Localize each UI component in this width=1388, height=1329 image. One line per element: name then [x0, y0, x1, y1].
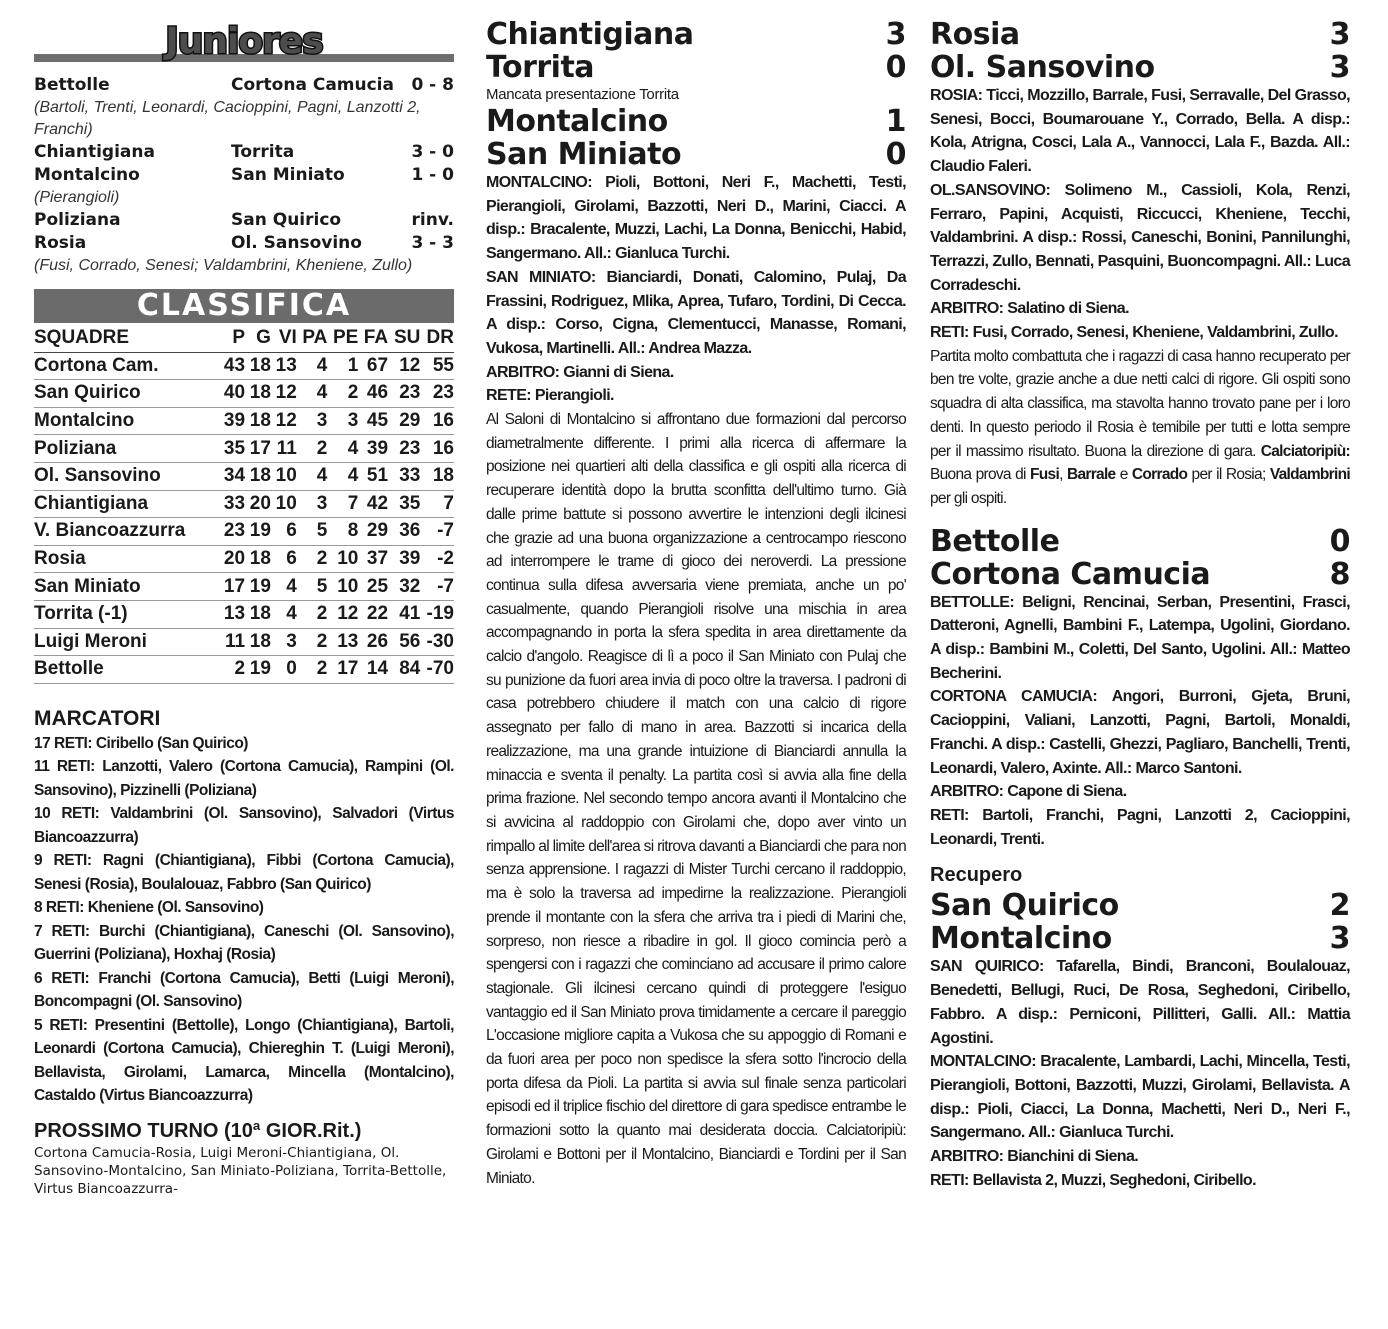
- standings-team: Montalcino: [34, 407, 219, 435]
- standings-value: 0: [271, 656, 297, 684]
- standings-value: 36: [388, 518, 420, 546]
- result-score: 1 - 0: [411, 165, 454, 185]
- team-score: 3: [1329, 50, 1350, 85]
- standout-player: Corrado: [1131, 466, 1188, 484]
- standings-value: 39: [219, 407, 245, 435]
- goals: RETI: Fusi, Corrado, Senesi, Kheniene, Valdambrini, Zullo.: [930, 324, 1338, 342]
- home-lineup: MONTALCINO: Pioli, Bottoni, Neri F., Machetti, Testi, Pierangioli, Girolami, Bazzotti, Neri D., Marini, Ciacci. A disp.: Bracalente, Muzzi, Lachi, La Donna, Benicchi, Habid, Sangermano. All.: Gianluca Turchi.: [486, 174, 906, 263]
- standings-header-cell: PE: [327, 325, 358, 352]
- standings-row: [34, 628, 454, 656]
- match-away-line: [930, 922, 1350, 955]
- next-round-fixtures: Cortona Camucia-Rosia, Luigi Meroni-Chiantigiana, Ol. Sansovino-Montalcino, San Miniato-Poliziana, Torrita-Bettolle, Virtus Biancoazzurra-: [34, 1144, 447, 1197]
- standings-value: 19: [245, 518, 271, 546]
- standings-value: 39: [388, 545, 420, 573]
- away-lineup: MONTALCINO: Bracalente, Lambardi, Lachi, Mincella, Testi, Pierangioli, Bottoni, Bazzotti, Muzzi, Girolami, Bellavista. A disp.: Pioli, Ciacci, La Donna, Machetti, Neri D., Neri F., Sangermano. All.: Gianluca Turchi.: [930, 1053, 1350, 1142]
- result-home: Montalcino: [34, 165, 140, 185]
- standings-value: 17: [327, 656, 358, 684]
- standings-value: 2: [327, 380, 358, 408]
- result-away: Ol. Sansovino: [231, 233, 362, 253]
- match-report: Al Saloni di Montalcino si affrontano due formazioni dal percorso diametralmente differente. I primi alla ricerca di affermare la posizione nei quartieri alti della classifica e gli ospiti alla ricerca di recuperare identità dopo la brutta sconfitta dell'ultimo turno. Già dalle prime battute si possono avvertire le intenzioni degli ilcinesi che grazie ad una buona organizzazione a centrocampo riescono ad interrompere le trame di gioco dei neroverdi. La pressione continua sulla difesa avversaria viene premiata, anche un po' casualmente, quando Pierangioli risolve una mischia in area accompagnando in porta la sfera spedita in area direttamente da calcio d'angolo. Reagisce di lì a poco il San Miniato con Pulaj che su punizione da fuori area invia di poco oltre la traversa. I padroni di casa potrebbero chiudere il match con una calcio di rigore assegnato per fallo di mano in area. Bazzotti si incarica della realizzazione, ma una grande intuizione di Bianciardi annulla la minaccia e sventa il penalty. La partita così si avvia alla fine della prima frazione. Nel secondo tempo ancora avanti il Montalcino che si avvicina al raddoppio con Girolami che, dopo aver vinto un rimpallo al limite dell'area si ritrova davanti a Bianciardi che para non senza apprensione. I ragazzi di Mister Turchi cercano il raddoppio, ma è solo la traversa ad impedirne la realizzazione. Pierangioli prende il montante con la sfera che arriva tra i piedi di Marini che, sorpreso, non riesce a ribadire in gol. Il gioco comincia però a spengersi con i ragazzi che cominciano ad accusare il primo calore stagionale. Gli ilcinesi cercano quindi di proteggere l'esiguo vantaggio ed il San Miniato prova timidamente a cercare il pareggio L'occasione migliore capita a Vukosa che su appoggio di Romani e da fuori area per poco non spedisce la sfera sotto l'incrocio della porta difesa da Pioli. La partita si avvia sul finale senza particolari episodi ed il triplice fischio del direttore di gara spedisce entrambe le formazioni sotto la quanto mai desiderata doccia. Calciatoripiù: Girolami e Bottoni per il Montalcino, Bianciardi e Tordini per il San Miniato.: [486, 411, 906, 1187]
- standings-row: [34, 407, 454, 435]
- standings-value: 33: [388, 462, 420, 490]
- standings-value: 4: [327, 435, 358, 463]
- result-home: Poliziana: [34, 210, 121, 230]
- scorers-line: 17 RETI: Ciribello (San Quirico): [34, 734, 248, 752]
- team-score: 0: [1329, 523, 1350, 559]
- standings-row: [34, 545, 454, 573]
- team-score: 3: [885, 17, 906, 52]
- goals: RETE: Pierangioli.: [486, 387, 614, 405]
- team-name: Montalcino: [930, 921, 1112, 957]
- standings-value: 51: [358, 462, 388, 490]
- result-away: San Quirico: [231, 210, 342, 230]
- standings-value: 18: [420, 462, 454, 490]
- standings-value: -7: [420, 573, 454, 601]
- standings-value: 11: [271, 435, 297, 463]
- standings-row: [34, 380, 454, 408]
- standings-row: [34, 656, 454, 684]
- standings-value: 45: [358, 407, 388, 435]
- standings-value: 42: [358, 490, 388, 518]
- standings-value: 33: [219, 490, 245, 518]
- match-home-line: [486, 18, 906, 51]
- section-title: Juniores: [165, 21, 323, 62]
- standings-value: 4: [297, 352, 328, 380]
- scorers-list: [34, 732, 454, 1108]
- team-name: Ol. Sansovino: [930, 50, 1155, 85]
- standings-value: 7: [327, 490, 358, 518]
- standings-value: 10: [327, 545, 358, 573]
- standings-value: 10: [327, 573, 358, 601]
- standings-value: 29: [358, 518, 388, 546]
- team-score: 3: [1329, 17, 1350, 52]
- right-column: [930, 18, 1350, 1192]
- next-round-title: PROSSIMO TURNO (10ª GIOR.Rit.): [34, 1119, 362, 1142]
- result-away: Cortona Camucia: [231, 75, 394, 95]
- standings-value: 37: [358, 545, 388, 573]
- result-away: San Miniato: [231, 165, 345, 185]
- standings-value: 5: [297, 573, 328, 601]
- result-score: 0 - 8: [411, 75, 454, 95]
- match-home-line: [930, 18, 1350, 51]
- standings-header-cell: VI: [271, 325, 297, 352]
- standings-value: 7: [420, 490, 454, 518]
- standings-value: 18: [245, 407, 271, 435]
- team-name: Cortona Camucia: [930, 556, 1211, 592]
- standout-player: Fusi: [1030, 466, 1060, 484]
- standings-value: 23: [219, 518, 245, 546]
- team-name: Bettolle: [930, 523, 1060, 559]
- standings-value: 41: [388, 600, 420, 628]
- standings-value: 32: [388, 573, 420, 601]
- team-name: San Miniato: [486, 137, 682, 172]
- match-away-line: [486, 138, 906, 171]
- results-list: [34, 74, 454, 277]
- standings-value: 18: [245, 462, 271, 490]
- result-home: Bettolle: [34, 75, 110, 95]
- result-score: 3 - 0: [411, 142, 454, 162]
- scorers-title: MARCATORI: [34, 706, 161, 730]
- result-scorers: (Bartoli, Trenti, Leonardi, Cacioppini, Pagni, Lanzotti 2, Franchi): [34, 99, 421, 138]
- standings-header-cell: SU: [388, 325, 420, 352]
- result-away: Torrita: [231, 142, 295, 162]
- standings-row: [34, 573, 454, 601]
- standings-value: 12: [271, 380, 297, 408]
- standings-value: 2: [297, 435, 328, 463]
- result-scorers: (Fusi, Corrado, Senesi; Valdambrini, Kheniene, Zullo): [34, 257, 413, 274]
- result-row: [34, 232, 454, 255]
- standings-value: 4: [271, 573, 297, 601]
- standings-row: [34, 518, 454, 546]
- goals: RETI: Bellavista 2, Muzzi, Seghedoni, Ciribello.: [930, 1171, 1256, 1189]
- standings-value: 35: [388, 490, 420, 518]
- referee: ARBITRO: Salatino di Siena.: [930, 300, 1129, 318]
- match-note: Mancata presentazione Torrita: [486, 86, 679, 103]
- match-block: [930, 18, 1350, 511]
- standings-value: 46: [358, 380, 388, 408]
- standings-value: 23: [388, 435, 420, 463]
- standout-player: Valdambrini: [1269, 466, 1350, 484]
- standings-value: 22: [358, 600, 388, 628]
- section-header: [34, 18, 454, 68]
- standings-value: 67: [358, 352, 388, 380]
- standings-row: [34, 435, 454, 463]
- report-text: Buona prova di: [930, 466, 1031, 484]
- result-home: Chiantigiana: [34, 142, 155, 162]
- standings-header-row: [34, 325, 454, 352]
- team-name: Rosia: [930, 17, 1020, 52]
- report-text: Partita molto combattuta che i ragazzi di casa hanno recuperato per ben tre volte, grazie anche a due netti calci di rigore. Gli ospiti sono squadra di alta classifica, ma stavolta hanno trovato pane per i loro denti. In questo periodo il Rosia è temibile per tutti e lotta sempre per il massimo risultato. Buona la direzione di gara.: [930, 347, 1350, 460]
- standings-value: 55: [420, 352, 454, 380]
- match-home-line: [930, 525, 1350, 558]
- standings-team: Cortona Cam.: [34, 352, 219, 380]
- standings-value: 11: [219, 628, 245, 656]
- match-block: [486, 105, 906, 1190]
- standings-value: 18: [245, 600, 271, 628]
- match-home-line: [486, 105, 906, 138]
- away-lineup: SAN MINIATO: Bianciardi, Donati, Calomino, Pulaj, Da Frassini, Rodriguez, Mlika, Aprea, Tufaro, Tordini, Di Cecca. A disp.: Corso, Cigna, Clementucci, Manasse, Romani, Vukosa, Martinelli. All.: Andrea Mazza.: [486, 268, 906, 357]
- standings-team: Torrita (-1): [34, 600, 219, 628]
- referee: ARBITRO: Capone di Siena.: [930, 783, 1127, 801]
- report-text: e: [1115, 466, 1132, 484]
- standings-value: 23: [420, 380, 454, 408]
- standings-value: 40: [219, 380, 245, 408]
- scorers-line: 10 RETI: Valdambrini (Ol. Sansovino), Salvadori (Virtus Biancoazzurra): [34, 805, 454, 846]
- standings-value: 19: [245, 573, 271, 601]
- standings-value: 13: [219, 600, 245, 628]
- standings-header-cell: SQUADRE: [34, 325, 219, 352]
- home-lineup: ROSIA: Ticci, Mozzillo, Barrale, Fusi, Serravalle, Del Grasso, Senesi, Bocci, Boumarouane Y., Corrado, Bella. A disp.: Kola, Atrigna, Cosci, Lala A., Vannocci, Lala F., Bazda. All.: Claudio Faleri.: [930, 87, 1350, 176]
- standings-value: 12: [388, 352, 420, 380]
- team-score: 0: [885, 50, 906, 85]
- standings-value: 23: [388, 380, 420, 408]
- report-text: per il Rosia;: [1187, 466, 1270, 484]
- result-row: [34, 141, 454, 164]
- scorers-line: 11 RETI: Lanzotti, Valero (Cortona Camucia), Rampini (Ol. Sansovino), Pizzinelli (Poliziana): [34, 758, 454, 799]
- standings-value: 4: [297, 380, 328, 408]
- match-away-line: [486, 51, 906, 84]
- standings-value: 18: [245, 380, 271, 408]
- standings-value: 13: [327, 628, 358, 656]
- standings-row: [34, 462, 454, 490]
- match-report: [930, 345, 1350, 511]
- standout-player: Barrale: [1066, 466, 1116, 484]
- match-home-line: [930, 889, 1350, 922]
- standings-value: -2: [420, 545, 454, 573]
- scorers-line: 7 RETI: Burchi (Chiantigiana), Caneschi (Ol. Sansovino), Guerrini (Poliziana), Hoxhaj (Rosia): [34, 922, 454, 964]
- standings-value: 3: [271, 628, 297, 656]
- standings-value: 1: [327, 352, 358, 380]
- standings-team: Bettolle: [34, 656, 219, 684]
- standings-value: 13: [271, 352, 297, 380]
- standings-value: 17: [219, 573, 245, 601]
- report-text: ,: [1059, 466, 1067, 484]
- standings-value: 4: [297, 462, 328, 490]
- home-lineup: SAN QUIRICO: Tafarella, Bindi, Branconi, Boulalouaz, Benedetti, Bellugi, Ruci, De Rosa, Seghedoni, Ciribello, Fabbro. A disp.: Perniconi, Pillitteri, Galli. All.: Mattia Agostini.: [930, 958, 1350, 1047]
- standings-value: 26: [358, 628, 388, 656]
- standings-team: Poliziana: [34, 435, 219, 463]
- scorers-line: 6 RETI: Franchi (Cortona Camucia), Betti (Luigi Meroni), Boncompagni (Ol. Sansovino): [34, 969, 454, 1011]
- standings-value: -30: [420, 628, 454, 656]
- standings-title: CLASSIFICA: [34, 289, 454, 323]
- away-lineup: CORTONA CAMUCIA: Angori, Burroni, Gjeta, Bruni, Cacioppini, Valiani, Lanzotti, Pagni, Bartoli, Monaldi, Franchi. A disp.: Castelli, Ghezzi, Pagliaro, Banchelli, Trenti, Leonardi, Valero, Axinte. All.: Marco Santoni.: [930, 688, 1350, 777]
- standings-team: San Quirico: [34, 380, 219, 408]
- team-name: Montalcino: [486, 104, 668, 139]
- result-score: 3 - 3: [411, 233, 454, 253]
- standings-value: 4: [327, 462, 358, 490]
- scorers-line: 5 RETI: Presentini (Bettolle), Longo (Chiantigiana), Bartoli, Leonardi (Cortona Camucia), Chiereghin T. (Luigi Meroni), Bellavista, Girolami, Lamarca, Mincella (Montalcino), Castaldo (Virtus Biancoazzurra): [34, 1016, 454, 1105]
- standings-value: 18: [245, 352, 271, 380]
- team-name: San Quirico: [930, 888, 1119, 924]
- standings-value: -70: [420, 656, 454, 684]
- team-name: Torrita: [486, 50, 595, 85]
- standings-value: 12: [271, 407, 297, 435]
- team-score: 0: [885, 137, 906, 172]
- standings-value: -19: [420, 600, 454, 628]
- match-block: [486, 18, 906, 105]
- goals: RETI: Bartoli, Franchi, Pagni, Lanzotti 2, Cacioppini, Leonardi, Trenti.: [930, 806, 1350, 848]
- match-block: [930, 525, 1350, 852]
- standings-value: 84: [388, 656, 420, 684]
- standings-team: Luigi Meroni: [34, 628, 219, 656]
- standings-value: 17: [245, 435, 271, 463]
- standings-team: Rosia: [34, 545, 219, 573]
- standings-value: 12: [327, 600, 358, 628]
- result-scorers: (Pierangioli): [34, 189, 120, 206]
- team-score: 8: [1329, 556, 1350, 592]
- scorers-line: 9 RETI: Ragni (Chiantigiana), Fibbi (Cortona Camucia), Senesi (Rosia), Boulalouaz, Fabbro (San Quirico): [34, 852, 454, 893]
- standings-value: 18: [245, 545, 271, 573]
- match-block: [930, 889, 1350, 1192]
- standings-header-cell: PA: [297, 325, 328, 352]
- standings-row: [34, 490, 454, 518]
- result-row: [34, 74, 454, 97]
- standings-value: 6: [271, 518, 297, 546]
- standings-value: 5: [297, 518, 328, 546]
- standings-value: 16: [420, 435, 454, 463]
- standings-row: [34, 600, 454, 628]
- result-home: Rosia: [34, 233, 87, 253]
- standings-value: 25: [358, 573, 388, 601]
- team-score: 2: [1329, 888, 1350, 924]
- standings-value: 18: [245, 628, 271, 656]
- standings-value: 4: [271, 600, 297, 628]
- team-score: 1: [885, 104, 906, 139]
- standings-value: 3: [327, 407, 358, 435]
- standings-value: -7: [420, 518, 454, 546]
- standings-value: 34: [219, 462, 245, 490]
- standings-value: 10: [271, 462, 297, 490]
- standings-header-cell: DR: [420, 325, 454, 352]
- standings-value: 3: [297, 490, 328, 518]
- referee: ARBITRO: Bianchini di Siena.: [930, 1148, 1139, 1166]
- standings-value: 2: [297, 600, 328, 628]
- scorers-line: 8 RETI: Kheniene (Ol. Sansovino): [34, 899, 264, 917]
- middle-column: [486, 18, 906, 1190]
- standings-value: 8: [327, 518, 358, 546]
- standings-value: 3: [297, 407, 328, 435]
- standings-value: 2: [297, 545, 328, 573]
- result-row: [34, 209, 454, 232]
- standings-value: 2: [297, 628, 328, 656]
- standings-value: 19: [245, 656, 271, 684]
- referee: ARBITRO: Gianni di Siena.: [486, 363, 674, 381]
- match-away-line: [930, 51, 1350, 84]
- result-score: rinv.: [411, 210, 454, 230]
- standings-value: 35: [219, 435, 245, 463]
- standings-value: 2: [219, 656, 245, 684]
- standings-value: 39: [358, 435, 388, 463]
- standings-value: 10: [271, 490, 297, 518]
- home-lineup: BETTOLLE: Beligni, Rencinai, Serban, Presentini, Frasci, Datteroni, Agnelli, Bambini F., Latempa, Ugolini, Giordano. A disp.: Bambini M., Coletti, Del Santo, Ugolini. All.: Matteo Becherini.: [930, 593, 1350, 682]
- standout-label: Calciatoripiù:: [1260, 442, 1351, 460]
- standings-team: V. Biancoazzurra: [34, 518, 219, 546]
- left-column: [34, 18, 454, 1198]
- standings-value: 6: [271, 545, 297, 573]
- team-score: 3: [1329, 921, 1350, 957]
- standings-value: 14: [358, 656, 388, 684]
- standings-body: [34, 352, 454, 683]
- standings-table: [34, 325, 454, 684]
- result-row: [34, 164, 454, 187]
- standings-value: 56: [388, 628, 420, 656]
- standings-value: 20: [245, 490, 271, 518]
- recupero-label: Recupero: [930, 864, 1023, 887]
- away-lineup: OL.SANSOVINO: Solimeno M., Cassioli, Kola, Renzi, Ferraro, Papini, Acquisti, Riccucci, Kheniene, Tecchi, Valdambrini. A disp.: Rossi, Caneschi, Bonini, Pannilunghi, Terrazzi, Zullo, Bennati, Pasquini, Buoncompagni. All.: Luca Corradeschi.: [930, 181, 1350, 294]
- spacer: [930, 511, 1350, 525]
- standings-value: 20: [219, 545, 245, 573]
- standings-team: Chiantigiana: [34, 490, 219, 518]
- standings-row: [34, 352, 454, 380]
- report-text: per gli ospiti.: [930, 489, 1007, 507]
- standings-value: 43: [219, 352, 245, 380]
- standings-value: 29: [388, 407, 420, 435]
- team-name: Chiantigiana: [486, 17, 694, 52]
- standings-header-cell: P: [219, 325, 245, 352]
- standings-team: Ol. Sansovino: [34, 462, 219, 490]
- match-away-line: [930, 558, 1350, 591]
- standings-team: San Miniato: [34, 573, 219, 601]
- standings-header-cell: G: [245, 325, 271, 352]
- standings-value: 16: [420, 407, 454, 435]
- standings-value: 2: [297, 656, 328, 684]
- standings-header-cell: FA: [358, 325, 388, 352]
